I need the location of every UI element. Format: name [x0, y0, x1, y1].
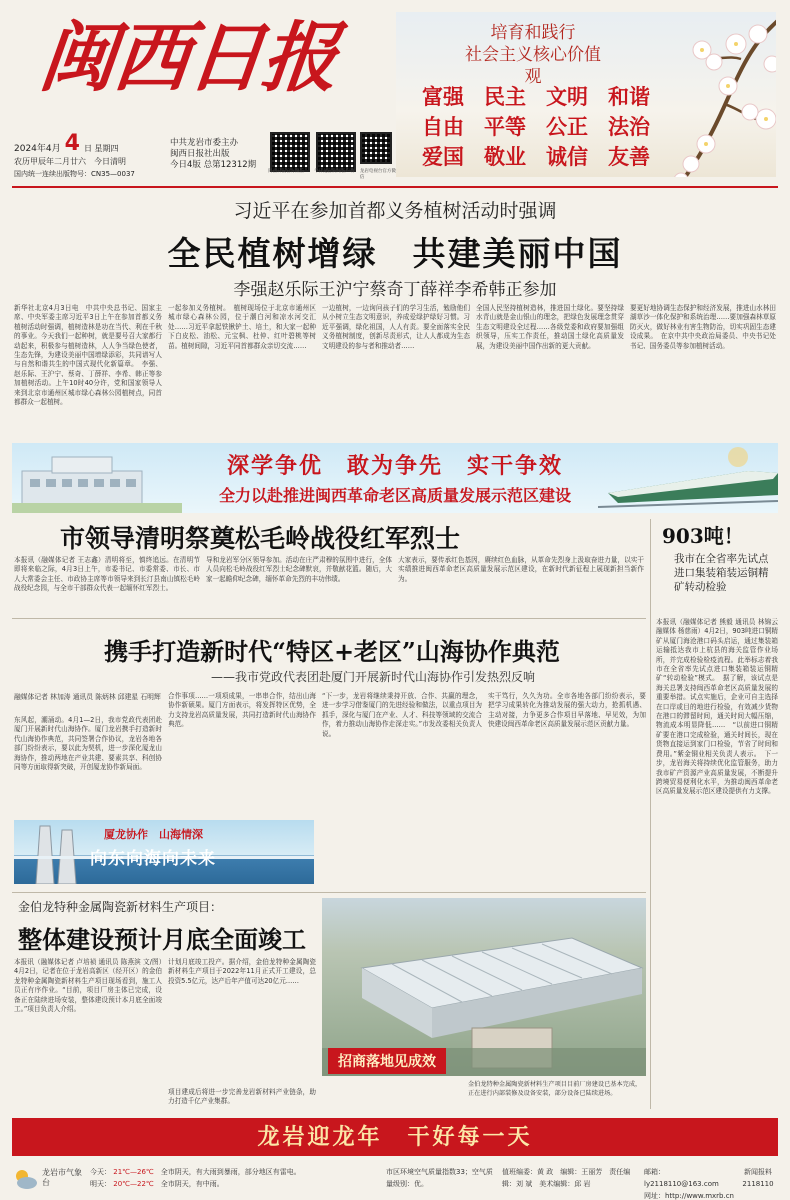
sidebar-subhead: 我市在全省率先试点进口集装箱装运铜精矿转动检验 — [674, 553, 769, 593]
hotline-number: 2118110 — [742, 1180, 774, 1188]
lead-subhead: 李强赵乐际王沪宁蔡奇丁薛祥李希韩正参加 — [233, 280, 557, 300]
cn-number: 国内统一连续出版物号：CN35—0037 — [14, 170, 135, 178]
core-values-heading-line2: 社会主义核心价值观 — [465, 45, 601, 87]
lead-column-5: 要更好地协调生态保护和经济发展，推进山水林田湖草沙一体化保护和系统治理……要加强森林草原防灭火，做好林业有害生物防治，切实巩固生态建设成果。 在京中共中央政治局委员、中央书记处书记、国务委员等参加植树活动。 — [630, 304, 776, 350]
core-values-panel — [396, 12, 776, 177]
story4-headline: 整体建设预计月底全面竣工 — [18, 925, 306, 954]
tomorrow-desc: 全市阴天，有中雨。 — [160, 1180, 224, 1188]
today-desc: 全市阴天，有大雨到暴雨，部分地区有雷电。 — [160, 1168, 301, 1176]
story3-credits: 融媒体记者 林加涛 通讯员 陈炳林 邱建星 石明辉 — [14, 693, 161, 701]
qr-code-app — [316, 132, 356, 172]
contact-block — [644, 1166, 734, 1200]
air-quality: 市区环境空气质量指数33；空气质量级别：优。 — [386, 1168, 493, 1188]
solar-term: 今日清明 — [94, 157, 126, 166]
tomorrow-temp: 20℃—22℃ — [113, 1180, 154, 1188]
value-item: 自由 — [422, 114, 464, 139]
story3-photo-caption-1: 厦龙协作 山海情深 — [104, 828, 203, 841]
qr-code-wechat — [270, 132, 310, 172]
story2-column-1: 本报讯（融媒体记者 王志鑫）清明将至，慎终追远。在清明节即将来临之际，4月3日上午，市委书记、市委常委、市长、市人大常委会主任、市政协主席等市领导来到长汀县南山镇松毛岭战役纪念园，与全市干部群众代表一起缅怀红军烈士。 — [14, 556, 200, 593]
story4-factory-photo — [322, 898, 646, 1076]
story3-column-1: 东风起，潮涌动。4月1—2日，我市党政代表团赴厦门开展新时代山海协作。厦门龙岩携手打造新时代山海协作典范，共同签署合作协议，龙岩各地各部门纷纷表示，要以此为契机，进一步深化厦龙山海协作，推动两地在产业共建、要素共享、科创协同等方面取得新突破，开创厦龙协作新局面。 — [14, 716, 162, 772]
lead-column-4: 全国人民坚持植树造林，推进国土绿化。要坚持绿水青山就是金山银山的理念，把绿色发展理念贯穿生态文明建设全过程……各级党委和政府要加强组织领导，压实工作责任，推动国土绿化高质量发展，为建设美丽中国作出新的更大贡献。 — [476, 304, 624, 350]
value-item: 公正 — [546, 114, 588, 139]
value-item: 友善 — [608, 144, 650, 169]
weather-station-label: 龙岩市气象台 — [42, 1168, 82, 1187]
value-item: 敬业 — [484, 144, 526, 169]
story3-column-3: “下一步，龙岩将继续秉持开放、合作、共赢的理念，进一步学习借鉴厦门的先进经验和做法，以重点项目为抓手，深化与厦门在产业、人才、科技等领域的交流合作，着力推动山海协作走深走实。”市发改委相关负责人说。 — [322, 692, 482, 738]
lead-kicker: 习近平在参加首都义务植树活动时强调 — [233, 200, 557, 222]
value-item: 富强 — [422, 84, 464, 109]
qr-label-wechat: 闽西日报官方微信 — [268, 169, 304, 174]
date-block — [14, 131, 174, 179]
publisher-block — [170, 138, 260, 171]
story2-column-3: 大家表示，要传承红色基因，赓续红色血脉，从革命先烈身上汲取奋进力量，以实干实绩推进闽西革命老区高质量发展示范区建设，在新时代新征程上展现新担当新作为。 — [398, 556, 644, 583]
tomorrow-label: 明天： — [90, 1180, 111, 1188]
today-temp: 21℃—26℃ — [113, 1168, 154, 1176]
weather-icon — [12, 1166, 38, 1192]
date-weekday: 日 星期四 — [83, 144, 119, 153]
hotline-label: 新闻报料 — [744, 1168, 772, 1176]
today-label: 今天： — [90, 1168, 111, 1176]
qr-code-tv — [360, 132, 392, 164]
weather-bar — [12, 1162, 778, 1200]
publisher-line: 闽西日报社出版 — [170, 149, 230, 159]
value-item: 爱国 — [422, 144, 464, 169]
lead-column-1: 新华社北京4月3日电 中共中央总书记、国家主席、中央军委主席习近平3日上午在参加首都义务植树活动时强调，植树造林是功在当代、利在千秋的事业。今天我们一起种树，就是要号召大家都行动起来，积极参与植树造林，人人争当绿色使者，生态先锋，为建设美丽中国增绿添彩，共同谱写人与自然和谐共生的中国式现代化新篇章。 李强、赵乐际、王沪宁、蔡奇、丁薛祥、李希、韩正等参加植树活动。上午10时40分许，党和国家领导人来到北京市通州区城市绿心森林公园植树点，同首都群众一起植树。 — [14, 304, 162, 407]
story4-kicker: 金伯龙特种金属陶瓷新材料生产项目： — [18, 900, 223, 914]
value-item: 民主 — [484, 84, 526, 109]
story2-column-2: 导和龙岩军分区领导参加。活动在庄严肃穆的氛围中进行，全体人员向松毛岭战役红军烈士纪念碑默哀，并敬献花篮。随后，大家一起瞻仰纪念碑，缅怀革命先烈的丰功伟绩。 — [206, 556, 392, 583]
hotline-block — [738, 1166, 778, 1190]
story4-column-3: 项目建成后将进一步完善龙岩新材料产业链条，助力打造千亿产业集群。 — [168, 1088, 316, 1106]
sidebar-headline: 903吨！ — [662, 524, 744, 548]
banner-line-1: 深学争优 敢为争先 实干争效 — [226, 453, 563, 479]
issue-line: 今日4版 总第12312期 — [170, 160, 257, 170]
sidebar-body: 本报讯（融媒体记者 熊毅 通讯员 林锦云 融媒体 杨慈雨）4月2日，903吨进口铜精矿从厦门海沧港口码头启运，通过集装箱运输抵达我市上杭县的海关监管作业场所，并完成检验检疫流程。此举标志着我市在全省率先试点进口集装箱装运铜精矿“转动检验”模式。 据了解，该试点是海关总署支持闽西革命老区高质量发展的重要举措。试点实施后，企业可自主选择在口岸或目的地进行检验，有效减少货物在港口的滞留时间，通关时间大幅压缩，物流成本明显降低…… “以前进口铜精矿要在港口完成检验，通关时间长，现在货物直接运到家门口检验，节省了时间和费用。”紫金铜业相关负责人表示。 下一步，龙岩海关将持续优化监管服务，助力我市矿产资源产业高质量发展，不断提升跨境贸易便利化水平，为推动闽西革命老区高质量发展示范区建设提供有力支撑。 — [656, 618, 778, 796]
core-values-heading-line1: 培育和践行 — [490, 23, 576, 43]
lead-column-2: 一起参加义务植树。 植树现场位于北京市通州区城市绿心森林公园，位于潮白河和凉水河交汇处……习近平拿起铁锹铲土、培土，和大家一起种下白皮松、油松、元宝枫、杜仲、红叶碧桃等树苗。植树间隙，习近平同首都群众亲切交流…… — [168, 304, 316, 350]
core-values-heading — [458, 22, 608, 88]
story4-column-2: 计划月底竣工投产。据介绍，金伯龙特种金属陶瓷新材料生产项目于2022年11月正式开工建设，总投资5.5亿元，达产后年产值可达20亿元…… — [168, 958, 316, 985]
lead-headline: 全民植树增绿 共建美丽中国 — [167, 234, 623, 273]
contact-web: 网址：http://www.mxrb.cn — [644, 1192, 734, 1200]
story4-column-1: 本报讯（融媒体记者 卢培祯 通讯员 陈燕滨 文/图）4月2日，记者在位于龙岩高新区（经开区）的金伯龙特种金属陶瓷新材料生产项目现场看到，施工人员正有序作业。“目前，项目厂房主体已完成，设备正在陆续进场安装，整体建设预计本月底全面竣工。”项目负责人介绍。 — [14, 958, 162, 1014]
forecast-block — [90, 1166, 380, 1190]
qr-label-app: 今日龙岩新闻客户端 — [313, 169, 355, 174]
lunar-date: 农历甲辰年二月廿六 — [14, 157, 86, 166]
date-day: 4 — [64, 131, 80, 156]
investment-tag: 招商落地见成效 — [328, 1048, 446, 1074]
value-item: 平等 — [484, 114, 526, 139]
value-item: 文明 — [546, 84, 588, 109]
sponsor-line: 中共龙岩市委主办 — [170, 138, 239, 148]
story3-column-2: 合作事项……一项项成果，一串串合作，结出山海协作新硕果。厦门方面表示，将发挥特区优势，全力支持龙岩高质量发展，共同打造新时代山海协作典范。 — [168, 692, 316, 729]
story3-headline: 携手打造新时代“特区+老区”山海协作典范 — [104, 637, 560, 666]
campaign-banner — [12, 443, 778, 513]
story2-headline: 市领导清明祭奠松毛岭战役红军烈士 — [60, 524, 461, 553]
editor-credits: 值班编委：黄 政 编辑：王丽芳 责任编辑：刘 斌 美术编辑：邱 岩 — [502, 1168, 631, 1188]
core-values-grid — [422, 82, 672, 172]
date-year-month: 2024年4月 — [14, 144, 61, 154]
story3-photo — [14, 820, 314, 884]
contact-email: 邮箱：ly2118110@163.com — [644, 1168, 719, 1188]
newspaper-logo: 闽西日报 — [35, 13, 341, 102]
value-item: 和谐 — [608, 84, 650, 109]
banner-line-2: 全力以赴推进闽西革命老区高质量发展示范区建设 — [218, 486, 571, 505]
blossom-branch-illustration — [646, 12, 776, 177]
lead-column-3: 一边植树，一边询问孩子们的学习生活，勉励他们从小树立生态文明意识，养成爱绿护绿好习惯。习近平强调，绿化祖国，人人有责。要全面落实全民义务植树制度，创新尽责形式，让人人都成为生态文明建设的参与者和推动者…… — [322, 304, 470, 350]
story4-photo-caption: 金伯龙特种金属陶瓷新材料生产项目目前厂房建设已基本完成，正在进行内部装修及设备安装，部分设备已陆续进场。 — [468, 1081, 642, 1097]
value-item: 法治 — [608, 114, 650, 139]
story3-subhead: ——我市党政代表团赴厦门开展新时代山海协作引发热烈反响 — [210, 670, 535, 684]
value-item: 诚信 — [546, 144, 588, 169]
story3-column-4: 实干笃行，久久为功。全市各地各部门纷纷表示，要把学习成果转化为推动发展的强大动力，抢抓机遇、主动对接，力争更多合作项目早落地、早见效，为加快建设闽西革命老区高质量发展示范区贡献力量。 — [488, 692, 646, 729]
story3-photo-caption-2: 向东向海向未来 — [90, 849, 216, 869]
footer-slogan-banner: 龙岩迎龙年 干好每一天 — [12, 1118, 778, 1156]
qr-label-tv: 龙岩电视台官方微信 — [359, 169, 396, 180]
